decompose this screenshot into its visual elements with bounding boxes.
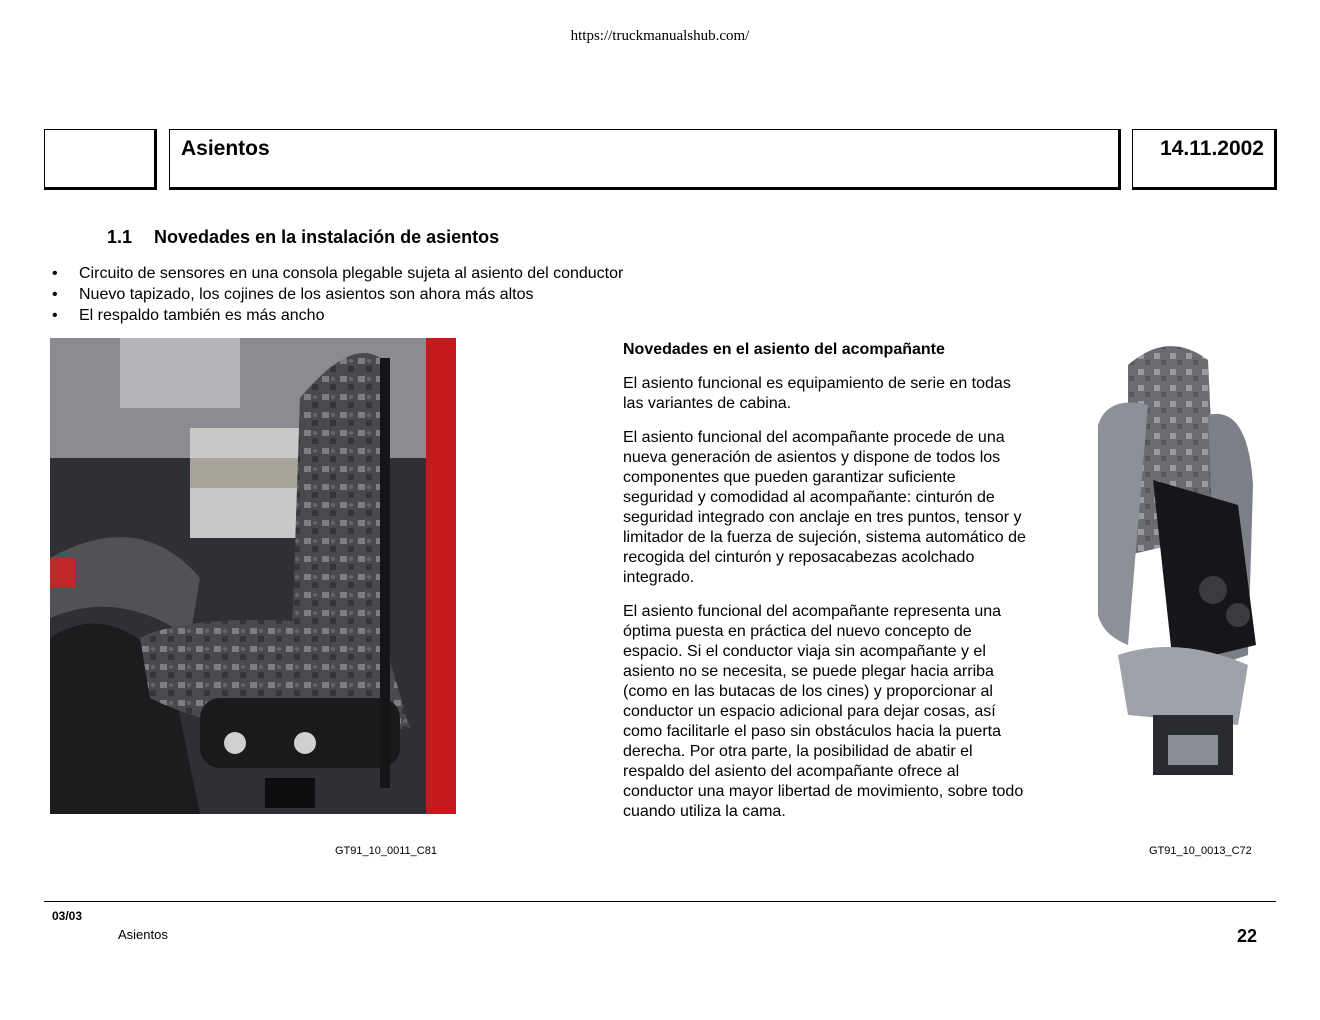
- list-item: • El respaldo también es más ancho: [52, 307, 325, 324]
- page-number: 22: [1237, 926, 1258, 946]
- section-heading: [107, 227, 499, 248]
- source-url: https://truckmanualshub.com/: [570, 28, 750, 44]
- bullet-icon: •: [52, 286, 58, 303]
- subheading: Novedades en el asiento del acompañante: [623, 341, 945, 358]
- section-number: 1.1: [107, 227, 133, 247]
- header-date-box: [1132, 129, 1277, 190]
- bullet-icon: •: [52, 307, 58, 324]
- footer-date: 03/03: [52, 909, 83, 923]
- photo-caption: GT91_10_0011_C81: [335, 845, 437, 857]
- paragraph: El asiento funcional es equipamiento de serie en todas las variantes de cabina.: [623, 375, 1011, 412]
- passenger-seat-description: [623, 340, 1028, 836]
- photo-caption: GT91_10_0013_C72: [1149, 845, 1252, 857]
- passenger-seat-photo: [1088, 335, 1276, 813]
- feature-list: [52, 263, 623, 326]
- bullet-icon: •: [52, 265, 58, 282]
- header-title-box: [169, 129, 1121, 190]
- page-title: Asientos: [181, 137, 270, 160]
- header-date: 14.11.2002: [1160, 137, 1264, 160]
- paragraph: El asiento funcional del acompañante representa una óptima puesta en práctica del nuevo concepto de espacio. Si el conductor viaja sin acompañante y el asiento no se necesita, se puede plegar hacia arriba (como en las butacas de los cines) y proporcionar al conductor un espacio adicional para dejar cosas, así como facilitarle el paso sin obstáculos hacia la puerta derecha. Por otra parte, la posibilidad de abatir el respaldo del asiento del acompañante ofrece al conductor una mayor libertad de movimiento, sobre todo cuando utiliza la cama.: [623, 603, 1024, 820]
- section-title: Novedades en la instalación de asientos: [154, 227, 500, 247]
- footer-section-name: Asientos: [118, 927, 168, 942]
- footer-divider: [44, 901, 1276, 902]
- paragraph: El asiento funcional del acompañante procede de una nueva generación de asientos y dispone de todos los componentes que pueden garantizar suficiente seguridad y comodidad al acompañante: cinturón de seguridad integrado con anclaje en tres puntos, tensor y limitador de la fuerza de sujeción, sistema automático de recogida del cinturón y reposacabezas acolchado integrado.: [623, 429, 1026, 586]
- list-item: • Circuito de sensores en una consola plegable sujeta al asiento del conductor: [52, 265, 624, 282]
- header-logo-box: [44, 129, 157, 190]
- driver-seat-photo: [50, 338, 456, 814]
- list-item: • Nuevo tapizado, los cojines de los asientos son ahora más altos: [52, 286, 534, 303]
